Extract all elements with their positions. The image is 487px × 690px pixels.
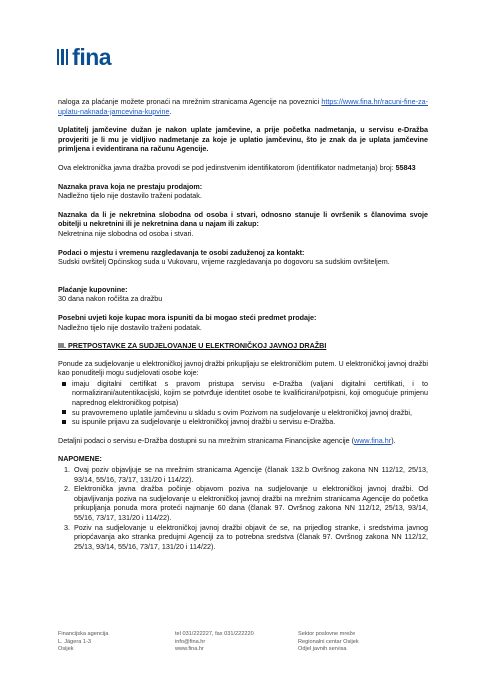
footer-line: info@fina.hr <box>175 638 206 645</box>
freedom-block <box>58 210 428 239</box>
details-text: Detaljni podaci o servisu e-Dražba dostupni su na mrežnim stranicama Financijske agencije <box>58 435 350 445</box>
intro-text: naloga za plaćanje možete pronaći na mrežnim stranicama Agencije na poveznici <box>58 97 320 106</box>
footer-department <box>298 631 359 654</box>
identifier-paragraph <box>58 163 428 173</box>
note-item: 2. Elektronička javna dražba počinje objavom poziva na sudjelovanje u elektroničkoj javnoj dražbi. Od objavljivanja poziva na sudjelovanje u elektroničkoj javnoj dražbi na mrežnim stranicama Agencije do početka prikupljanja ponuda mora proteći najmanje 60 dana (članak 97. Ovršnog zakona NN 112/12, 25/13, 93/14, 55/16, 73/17, 131/20 i 114/22). <box>72 484 428 522</box>
intro-paragraph <box>58 97 428 116</box>
footer-address <box>58 631 108 654</box>
logo-text: fina <box>72 44 112 70</box>
freedom-value: Nekretnina nije slobodna od osoba i stvari. <box>58 228 194 238</box>
list-item: imaju digitalni certifikat s pravom pristupa servisu e-Dražba (valjani digitalni certifikati, i to normalizirani/autentikacijski, kojim se potvrđuje identitet osobe te kvalificirani/potpisni, koji omogućuje primjenu naprednog elektroničkog potpisa) <box>72 378 428 408</box>
viewing-value: Sudski ovršitelj Općinskog suda u Vukovaru, vrijeme razgledavanja po dogovoru sa sudskim ovršiteljem. <box>58 257 390 267</box>
freedom-label: Naznaka da li je nekretnina slobodna od osoba i stvari, odnosno stanuje li ovršenik s članovima svoje obitelji u nekretnini ili je nekretnina dana u najam ili zakup: <box>58 209 428 229</box>
footer-line: tel 031/222227, fax 031/222220 <box>175 631 254 637</box>
rights-block <box>58 182 428 201</box>
footer-line: Sektor poslovne mreže <box>298 631 356 637</box>
document-body <box>58 97 428 551</box>
footer-contact <box>175 631 254 654</box>
special-block <box>58 313 428 332</box>
list-item: su ispunile prijavu za sudjelovanje u elektroničkoj javnoj dražbi u servisu e-Dražba. <box>72 417 428 427</box>
note-item: 1. Ovaj poziv objavljuje se na mrežnim stranicama Agencije (članak 132.b Ovršnog zakona NN 112/12, 25/13, 93/14, 55/16, 73/17, 131/20 i 114/22). <box>72 465 428 484</box>
footer-line: L. Jägera 1-3 <box>58 638 91 645</box>
payment-value: 30 dana nakon ročišta za dražbu <box>58 294 163 304</box>
special-label: Posebni uvjeti koje kupac mora ispuniti da bi mogao steći predmet prodaje: <box>58 312 317 322</box>
bold-notice: Uplatitelj jamčevine dužan je nakon uplate jamčevine, a prije početka nadmetanja, u servisu e-Dražba provjeriti je li mu je vidljivo nadmetanje za koje je uplatio jamčevinu, što je znak da je uplata jamčevine primljena i evidentirana na računu Agencije. <box>58 125 428 154</box>
footer-line: Regionalni centar Osijek <box>298 638 359 645</box>
viewing-block <box>58 248 428 267</box>
payment-block <box>58 285 428 304</box>
footer-line: www.fina.hr <box>175 646 204 653</box>
footer-line: Odjel javnih servisa <box>298 646 347 653</box>
fina-logo <box>57 46 111 68</box>
details-suffix: ). <box>391 435 396 445</box>
intro-suffix: . <box>169 106 172 116</box>
viewing-label: Podaci o mjestu i vremenu razgledavanja te osobi zaduženoj za kontakt: <box>58 247 305 257</box>
rights-label: Naznaka prava koja ne prestaju prodajom: <box>58 181 203 191</box>
identifier-text: Ova elektronička javna dražba provodi se pod jedinstvenim identifikatorom (identifikator nadmetanja) broj: <box>58 162 394 172</box>
payment-label: Plaćanje kupovnine: <box>58 284 128 294</box>
note-item: 3. Poziv na sudjelovanje u elektroničkoj javnoj dražbi objavit će se, na prijedlog stranke, i sredstvima javnog priopćavanja ako stranka predujmi Agenciji za to potrebna sredstva (članak 97. Ovršnog zakona NN 112/12, 25/13, 93/14, 55/16, 73/17, 131/20 i 114/22). <box>72 523 428 552</box>
fina-link[interactable]: www.fina.hr <box>354 435 392 445</box>
footer-line: Osijek <box>58 646 74 653</box>
rights-value: Nadležno tijelo nije dostavilo traženi podatak. <box>58 191 202 201</box>
notes-heading: NAPOMENE: <box>58 454 102 464</box>
special-value: Nadležno tijelo nije dostavilo traženi podatak. <box>58 322 202 332</box>
fees-link[interactable]: https://www.fina.hr/racuni-fine-za-uplatu-naknada-jamcevina-kupvine <box>58 97 428 116</box>
section3-heading: III. PRETPOSTAVKE ZA SUDJELOVANJE U ELEKTRONIČKOJ JAVNOJ DRAŽBI <box>58 341 327 351</box>
logo-bars-icon <box>57 49 68 65</box>
notes-list <box>58 465 428 551</box>
requirements-list <box>58 379 428 427</box>
footer-line: Financijska agencija <box>58 631 109 637</box>
details-paragraph: Detaljni podaci o servisu e-Dražba dostupni su na mrežnim stranicama Financijske agencije (www.fina.hr). <box>58 435 396 445</box>
list-item: su pravovremeno uplatile jamčevinu u skladu s ovim Pozivom na sudjelovanje u elektroničkoj javnoj dražbi, <box>72 408 428 418</box>
section3-paragraph: Ponude za sudjelovanje u elektroničkoj javnoj dražbi prikupljaju se elektroničkim putem. U elektroničkoj javnoj dražbi kao ponuditelji mogu sudjelovati osobe koje: <box>58 358 428 378</box>
identifier-number: 55843 <box>395 162 416 172</box>
